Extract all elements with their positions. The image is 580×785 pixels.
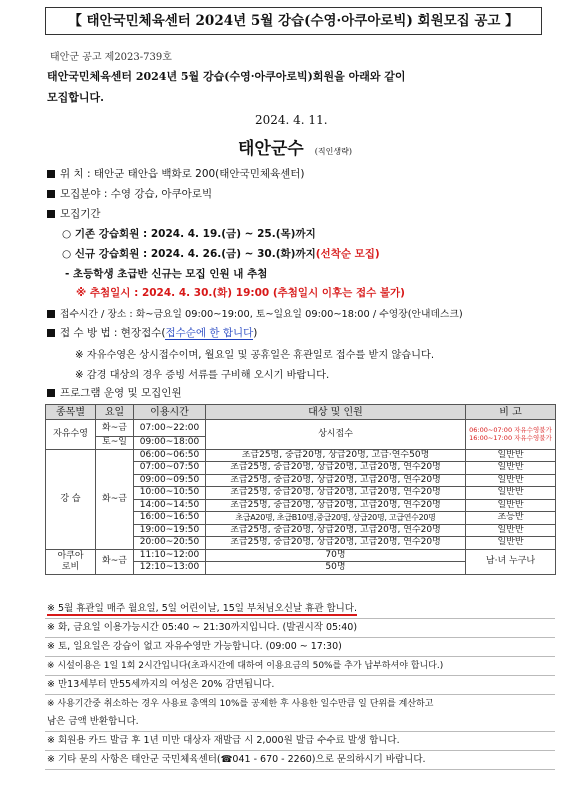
program-table <box>45 404 556 575</box>
issuer-block <box>238 134 352 159</box>
header-remark: 비 고 <box>466 405 556 420</box>
table-row: 16:00~16:50 초급A20명, 초급B10명,중급20명, 상급20명, 고급연수20명 초등반 <box>46 512 556 525</box>
method-highlight: 접수순에 한 합니다 <box>165 327 254 339</box>
list-item: ※ 화, 금요일 이용가능시간 05:40 ~ 21:30까지입니다. (발권시작 05:40) <box>45 619 555 638</box>
method-note-2: ※ 감경 대상의 경우 증빙 서류를 구비해 오시기 바랍니다. <box>75 370 330 381</box>
new-member-period: ○ 신규 강습회원 : 2024. 4. 26.(금) ~ 30.(화)까지(선착순 모집) <box>62 248 380 260</box>
program-heading: 프로그램 운영 및 모집인원 <box>47 385 182 400</box>
intro-line-1: 태안국민체육센터 2024년 5월 강습(수영·아쿠아로빅)회원을 아래와 같이 <box>47 70 406 83</box>
notice-number: 태안군 공고 제2023-739호 <box>50 52 172 63</box>
table-row: 19:00~19:50 초급25명, 중급20명, 상급20명, 고급20명, 연수20명 일반반 <box>46 524 556 537</box>
category-free-swim: 자유수영 <box>46 420 96 450</box>
table-row: 14:00~14:50 초급25명, 중급20명, 상급20명, 고급20명, 연수20명 일반반 <box>46 499 556 512</box>
bullet-square-icon <box>47 170 55 178</box>
table-header-row <box>46 405 556 420</box>
method-line: 접 수 방 법 : 현장접수(접수순에 한 합니다) <box>47 325 257 340</box>
list-item: ※ 사용기간중 취소하는 경우 사용료 총액의 10%를 공제한 후 사용한 일수만큼 일 단위를 계산하고 <box>47 699 434 709</box>
issuer-seal-note: (직인생략) <box>314 147 352 156</box>
table-row: 12:10~13:00 50명 <box>46 562 556 575</box>
period-heading: 모집기간 <box>47 206 101 221</box>
bullet-square-icon <box>47 389 55 397</box>
table-row: 토~일 09:00~18:00 <box>46 437 556 450</box>
list-item: 남은 금액 반환합니다. <box>45 713 555 732</box>
table-row: 아쿠아 로비 화~금 11:10~12:00 70명 남·녀 누구나 <box>46 549 556 562</box>
header-time: 이용시간 <box>134 405 206 420</box>
notes-list <box>45 600 555 770</box>
bullet-square-icon <box>47 210 55 218</box>
list-item: ※ 만13세부터 만55세까지의 여성은 20% 감면됩니다. <box>45 676 555 695</box>
bullet-square-icon <box>47 329 55 337</box>
list-item: ※ 토, 일요일은 강습이 없고 자유수영만 가능합니다. (09:00 ~ 17:30) <box>45 638 555 657</box>
table-row: 강 습 화~금 06:00~06:50 초급25명, 중급20명, 상급20명, 고급·연수50명 일반반 <box>46 449 556 462</box>
field-line: 모집분야 : 수영 강습, 아쿠아로빅 <box>47 186 212 201</box>
intro-line-2: 모집합니다. <box>47 91 104 104</box>
elementary-lottery-note: - 초등학생 초급반 신규는 모집 인원 내 추첨 <box>65 268 268 280</box>
header-target: 대상 및 인원 <box>206 405 466 420</box>
bullet-square-icon <box>47 190 55 198</box>
notice-date: 2024. 4. 11. <box>255 113 328 127</box>
category-lesson: 강 습 <box>46 449 96 549</box>
header-day: 요일 <box>96 405 134 420</box>
category-aqua: 아쿠아 로비 <box>46 549 96 574</box>
lottery-datetime: ※ 추첨일시 : 2024. 4. 30.(화) 19:00 (추첨일시 이후는 접수 불가) <box>76 287 405 299</box>
table-row: 20:00~20:50 초급25명, 중급20명, 상급20명, 고급20명, 연수20명 일반반 <box>46 537 556 550</box>
issuer-name: 태안군수 <box>238 139 304 159</box>
free-swim-remark: 06:00~07:00 자유수영불가 16:00~17:00 자유수영불가 <box>466 420 556 450</box>
method-note-1: ※ 자유수영은 상시접수이며, 월요일 및 공휴일은 휴관일로 접수를 받지 않습니다. <box>75 350 435 361</box>
existing-member-period: ○ 기존 강습회원 : 2024. 4. 19.(금) ~ 25.(목)까지 <box>62 228 316 240</box>
table-row: 10:00~10:50 초급25명, 중급20명, 상급20명, 고급20명, 연수20명 일반반 <box>46 487 556 500</box>
location-line: 위 치 : 태안군 태안읍 백화로 200(태안국민체육센터) <box>47 166 305 181</box>
list-item: ※ 기타 문의 사항은 태안군 국민체육센터(☎041 - 670 - 2260)으로 문의하시기 바랍니다. <box>45 751 555 770</box>
list-item: ※ 시설이용은 1일 1회 2시간입니다(초과시간에 대하여 이용요금의 50%를 추가 납부하셔야 합니다.) <box>45 657 555 676</box>
table-row: 09:00~09:50 초급25명, 중급20명, 상급20명, 고급20명, 연수20명 일반반 <box>46 474 556 487</box>
bullet-square-icon <box>47 310 55 318</box>
reception-line: 접수시간 / 장소 : 화~금요일 09:00~19:00, 토~일요일 09:00~18:00 / 수영장(안내데스크) <box>47 306 463 320</box>
table-row: 07:00~07:50 초급25명, 중급20명, 상급20명, 고급20명, 연수20명 일반반 <box>46 462 556 475</box>
first-come-note: (선착순 모집) <box>315 248 380 260</box>
list-item: ※ 회원용 카드 발급 후 1년 미만 대상자 재발급 시 2,000원 발급 수수료 발생 합니다. <box>45 732 555 751</box>
notice-title: 【 태안국민체육센터 2024년 5월 강습(수영·아쿠아로빅) 회원모집 공고 】 <box>45 7 542 35</box>
note-closed-days: ※ 5월 휴관일 매주 월요일, 5일 어린이날, 15일 부처님오신날 휴관 합니다. <box>45 600 555 619</box>
header-category: 종목별 <box>46 405 96 420</box>
table-row: 자유수영 화~금 07:00~22:00 상시접수 06:00~07:00 자유수영불가 16:00~17:00 자유수영불가 <box>46 420 556 437</box>
